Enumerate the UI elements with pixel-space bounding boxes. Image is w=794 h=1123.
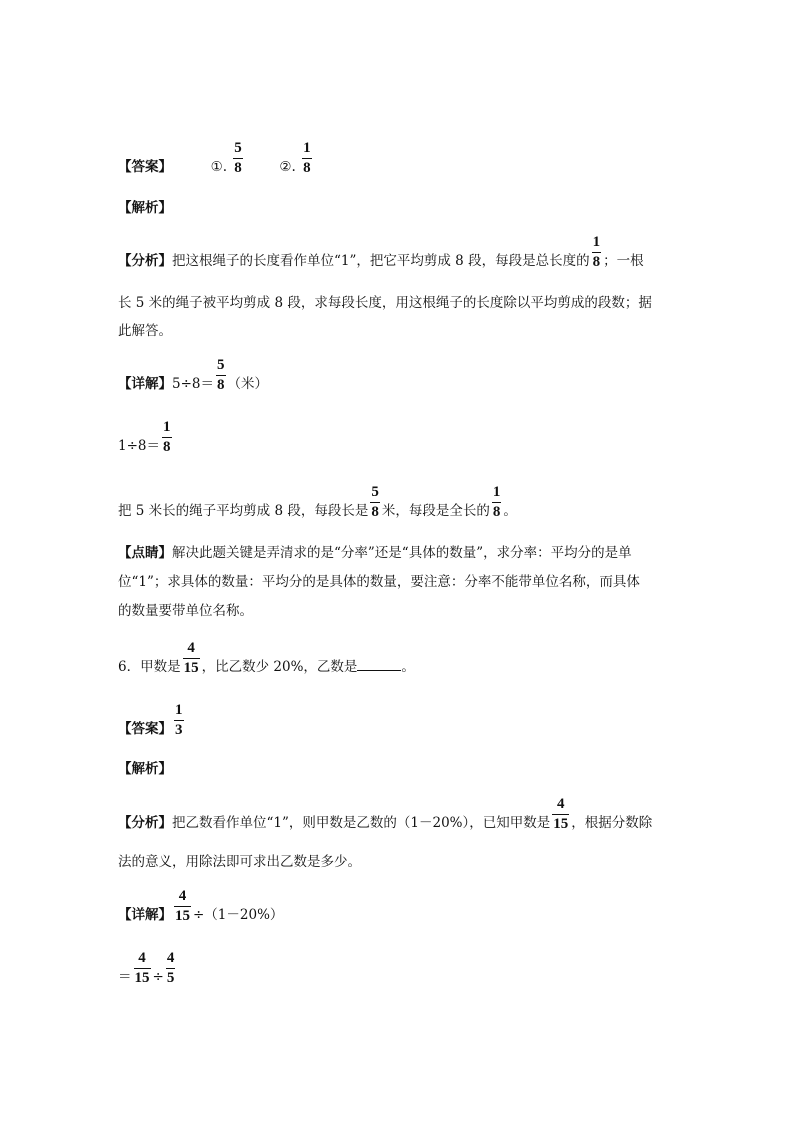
q5-detail-tag: 【详解】	[118, 376, 172, 392]
q5-analysis-line3: 此解答。	[118, 323, 172, 339]
q5-tip-line3: 的数量要带单位名称。	[118, 603, 253, 619]
q6-question-fraction: $\frac{4}{15}$	[183, 640, 199, 676]
q5-detail-line1: 【详解】5÷8＝ $\frac{5}{8}$ （米）	[118, 357, 268, 393]
q5-conclusion-fraction1: $\frac{5}{8}$	[371, 484, 379, 520]
q6-detail-fraction3: $\frac{4}{5}$	[166, 950, 175, 986]
q6-analysis-line2: 法的意义，用除法即可求出乙数是多少。	[118, 854, 361, 870]
q6-detail-fraction2: $\frac{4}{15}$	[134, 950, 150, 986]
q6-analysis-tag: 【分析】	[118, 815, 172, 831]
q5-answer-1-fraction: $\frac{5}{8}$	[234, 140, 242, 176]
q6-analysis-fraction: $\frac{4}{15}$	[553, 796, 569, 832]
q6-detail-tag: 【详解】	[118, 907, 172, 923]
q5-conclusion-line: 把 5 米长的绳子平均剪成 8 段，每段长是 $\frac{5}{8}$ 米，每段是全长的 $\frac{1}{8}$ 。	[118, 484, 517, 520]
q5-detail-fraction2: $\frac{1}{8}$	[163, 419, 171, 455]
q6-detail-line1: 【详解】 $\frac{4}{15}$ ÷（1－20%）	[118, 888, 284, 924]
q6-detail-fraction1: $\frac{4}{15}$	[175, 888, 190, 924]
q6-answer-fraction: $\frac{1}{3}$	[175, 702, 183, 738]
q5-answer-2-marker: ②.	[279, 159, 296, 175]
q6-answer-tag: 【答案】	[118, 721, 172, 737]
q5-conclusion-fraction2: $\frac{1}{8}$	[492, 484, 501, 520]
q5-tip-line2: 位“1”；求具体的数量：平均分的是具体的数量，要注意：分率不能带单位名称，而具体	[118, 574, 640, 590]
q5-answer-2-fraction: $\frac{1}{8}$	[303, 140, 311, 176]
q6-answer-line	[118, 702, 186, 738]
q5-detail-line2: 1÷8＝ $\frac{1}{8}$	[118, 419, 171, 455]
q5-detail-fraction1: $\frac{5}{8}$	[217, 357, 225, 393]
q6-answer-blank[interactable]	[357, 658, 401, 671]
q5-analysis-line2: 长 5 米的绳子被平均剪成 8 段，求每段长度，用这根绳子的长度除以平均剪成的段数；据	[118, 295, 652, 311]
q6-detail-line2: ＝ $\frac{4}{15}$ ÷ $\frac{4}{5}$	[118, 950, 175, 986]
q5-tip-tag: 【点睛】	[118, 545, 172, 561]
q5-tip-line1: 【点睛】解决此题关键是弄清求的是“分率”还是“具体的数量”，求分率：平均分的是单	[118, 545, 632, 561]
q5-answer-tag: 【答案】	[118, 159, 172, 175]
q5-analysis-tag: 【分析】	[118, 253, 172, 269]
q6-question-line: 6．甲数是 $\frac{4}{15}$ ，比乙数少 20%，乙数是 。	[118, 640, 415, 676]
q6-analysis-line1: 【分析】把乙数看作单位“1”，则甲数是乙数的（1－20%），已知甲数是 $\frac{4}{15}$ ，根据分数除	[118, 796, 653, 832]
q5-analysis-line1: 【分析】把这根绳子的长度看作单位“1”，把它平均剪成 8 段，每段是总长度的 $\frac{1}{8}$ ；一根	[118, 234, 644, 270]
q5-analysis-fraction: $\frac{1}{8}$	[592, 234, 601, 270]
q5-answer-1-marker: ①.	[210, 159, 227, 175]
q5-answer-line	[118, 140, 314, 176]
q6-jiexi-tag: 【解析】	[118, 761, 172, 777]
q5-jiexi-tag: 【解析】	[118, 200, 172, 216]
